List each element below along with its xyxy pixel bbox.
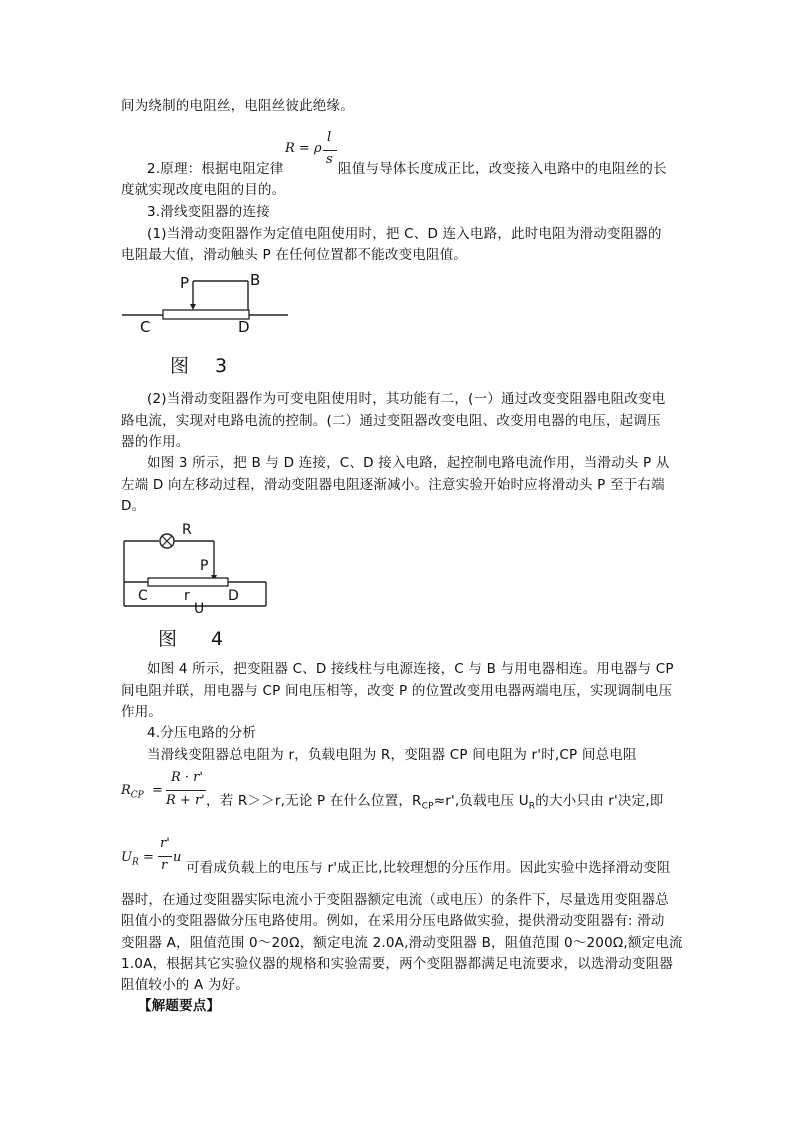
fraction-bar [323, 150, 337, 151]
paragraph-line: 器的作用。 [121, 434, 190, 450]
paragraph-line: 左端 D 向左移动过程，滑动变阻器电阻逐渐减小。注意实验开始时应将滑动头 P 至于右端 [121, 477, 665, 493]
rcp-text-mid: ≈r',负载电压 U [433, 793, 529, 809]
solution-points-heading: 【解题要点】 [138, 998, 221, 1014]
paragraph-line: 如图 4 所示，把变阻器 C、D 接线柱与电源连接，C 与 B 与用电器相连。用电器与 CP [147, 661, 674, 677]
rcp-line-text [206, 791, 664, 817]
label-c: C [140, 318, 151, 336]
rheostat-body [163, 310, 249, 319]
paragraph-line: (2)当滑动变阻器作为可变电阻使用时，其功能有二，(一）通过改变变阻器电阻改变电 [147, 391, 666, 407]
resistance-law-denominator: s [326, 152, 333, 167]
paragraph-line: 变阻器 A，阻值范围 0～20Ω，额定电流 2.0A,滑动变阻器 B，阻值范围 0～200Ω,额定电流 [121, 935, 683, 951]
rheostat-body [148, 578, 228, 586]
figure-3-caption: 图 3 [170, 355, 238, 377]
section-heading: 3.滑线变阻器的连接 [147, 204, 270, 220]
rcp-numerator: R · r' [171, 770, 203, 785]
figure-4-caption: 图 4 [158, 628, 238, 650]
ur-lhs-main: U [121, 850, 132, 865]
label-d: D [228, 588, 239, 604]
paragraph-line: 间电阻并联，用电器与 CP 间电压相等，改变 P 的位置改变用电器两端电压，实现调制电压 [121, 683, 673, 699]
label-b: B [250, 271, 261, 289]
resistance-law-numerator: l [327, 130, 332, 145]
principle-line-end: 阻值与导体长度成正比，改变接入电路中的电阻丝的长 [338, 161, 667, 177]
paragraph-line: 阻值较小的 A 为好。 [121, 977, 250, 993]
paragraph-line: 间为绕制的电阻丝，电阻丝彼此绝缘。 [121, 98, 354, 114]
rcp-text-sub: CP [421, 801, 434, 812]
principle-line-start: 2.原理：根据电阻定律 [147, 161, 284, 177]
figure-3 [120, 268, 320, 378]
rcp-lhs [121, 783, 144, 801]
label-r-small: r [184, 588, 190, 604]
section-heading: 4.分压电路的分析 [147, 725, 257, 741]
label-p: P [180, 274, 190, 292]
ur-lhs [121, 850, 139, 868]
rcp-text-sub: R [528, 801, 536, 812]
ur-tail: u [173, 850, 182, 865]
rcp-denominator: R + r' [166, 793, 205, 808]
label-c: C [138, 588, 148, 604]
rcp-lhs-main: R [121, 783, 131, 798]
paragraph-line: 路电流，实现对电路电流的控制。(二）通过变阻器改变电阻、改变用电器的电压，起调压 [121, 413, 661, 429]
paragraph-line: 度就实现改度电阻的目的。 [121, 182, 286, 198]
fraction-bar [158, 856, 172, 857]
ur-lhs-sub: R [131, 857, 139, 868]
ur-denominator: r [161, 858, 168, 873]
paragraph-line: 当滑线变阻器总电阻为 r，负载电阻为 R，变阻器 CP 间电阻为 r'时,CP 间总电阻 [147, 747, 637, 763]
rcp-eq: = [152, 783, 163, 798]
rcp-text-start: ，若 R＞＞r,无论 P 在什么位置，R [206, 793, 422, 809]
paragraph-line: 如图 3 所示，把 B 与 D 连接，C、D 接入电路，起控制电路电流作用，当滑动头 P 从 [147, 455, 670, 471]
ur-numerator: r' [160, 836, 170, 851]
paragraph-line: 阻值小的变阻器做分压电路使用。例如，在采用分压电路做实验，提供滑动变阻器有: 滑动 [121, 913, 665, 929]
paragraph-line: 1.0A，根据其它实验仪器的规格和实验需要，两个变阻器都满足电流要求，以选滑动变阻器 [121, 956, 674, 972]
resistance-law-lhs: R = ρ [285, 141, 322, 156]
paragraph-line: (1)当滑动变阻器作为定值电阻使用时，把 C、D 连入电路，此时电阻为滑动变阻器的 [147, 226, 662, 242]
label-d: D [238, 318, 250, 336]
ur-eq: = [143, 850, 154, 865]
figure-4 [118, 514, 278, 654]
paragraph-line: 器时，在通过变阻器实际电流小于变阻器额定电流（或电压）的条件下，尽量选用变阻器总 [121, 892, 669, 908]
rcp-lhs-sub: CP [130, 790, 144, 801]
paragraph-line: 电阻最大值，滑动触头 P 在任何位置都不能改变电阻值。 [121, 247, 468, 263]
rcp-text-end: 的大小只由 r'决定,即 [535, 793, 664, 809]
fraction-bar [166, 790, 206, 791]
paragraph-line: 作用。 [121, 704, 163, 720]
slider-arrow [190, 304, 196, 310]
label-u: U [194, 601, 205, 617]
paragraph-line: D。 [121, 498, 146, 514]
paragraph-line: 可看成负载上的电压与 r'成正比,比较理想的分压作用。因此实验中选择滑动变阻 [186, 860, 671, 876]
label-r: R [182, 522, 192, 538]
label-p: P [200, 558, 209, 574]
